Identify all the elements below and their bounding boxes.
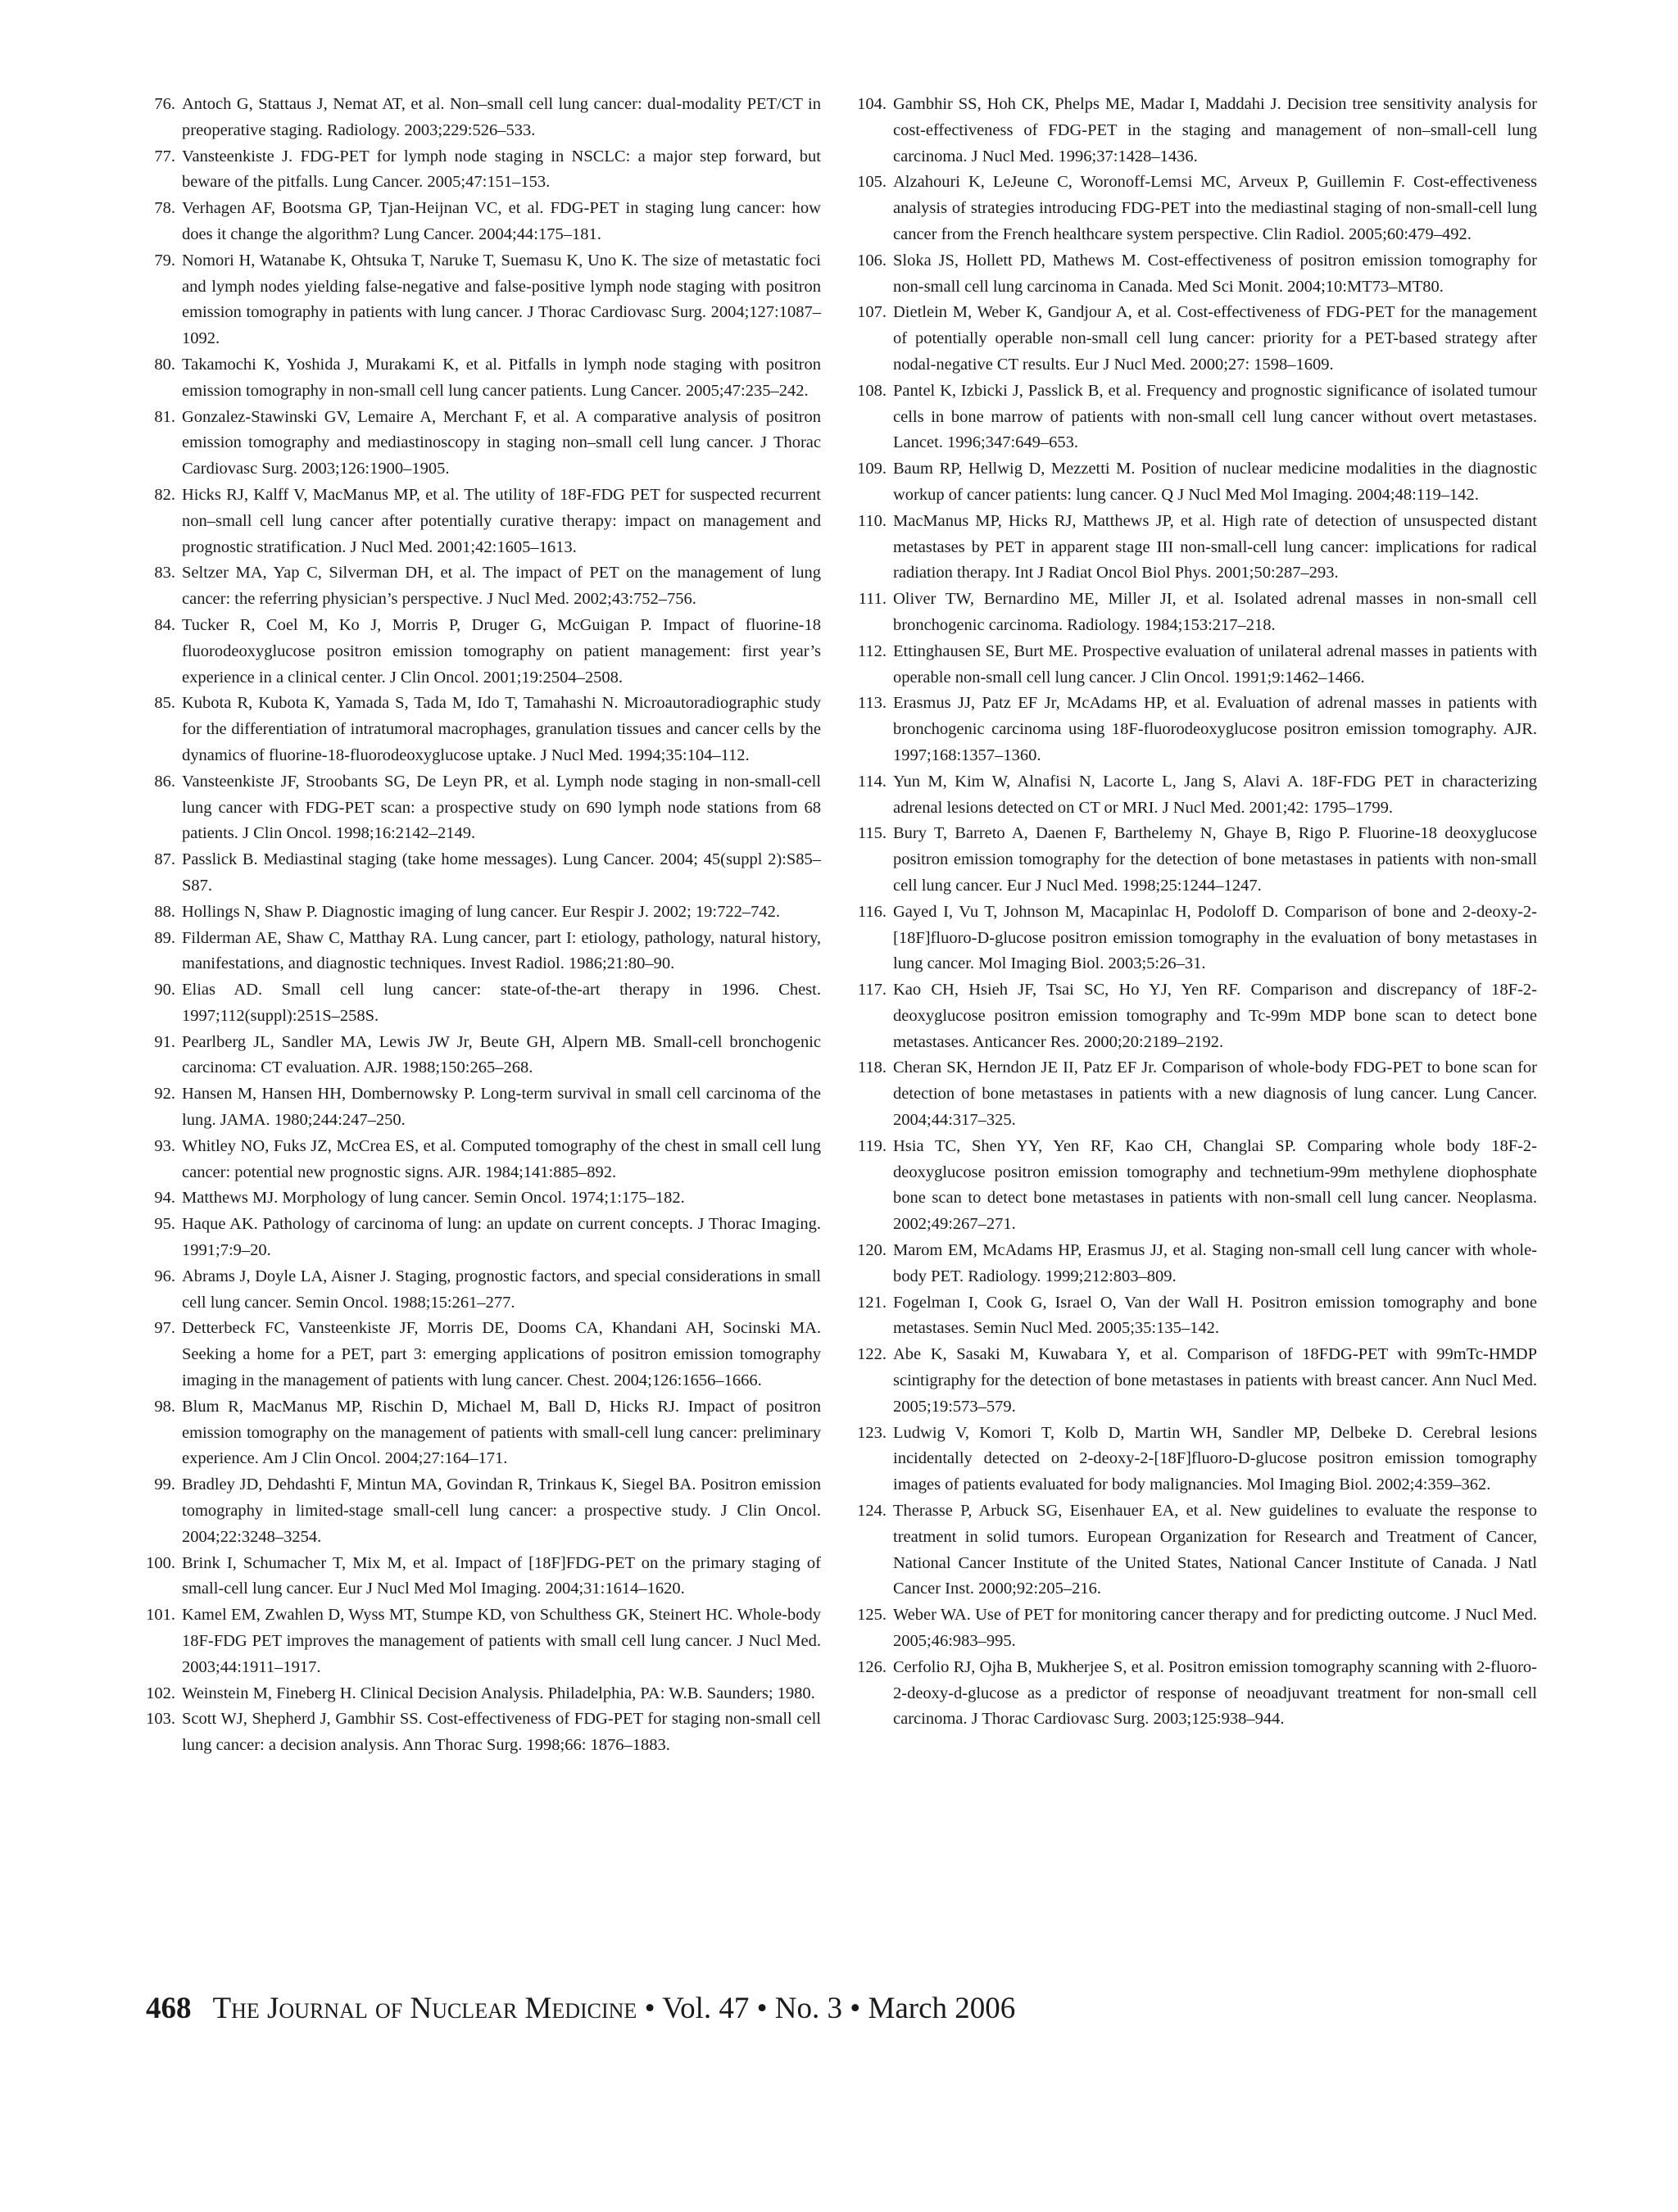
reference-item	[141, 613, 821, 691]
reference-text: Passlick B. Mediastinal staging (take home messages). Lung Cancer. 2004; 45(suppl 2):S85–S87.	[182, 850, 821, 895]
reference-number: 87.	[154, 850, 175, 869]
reference-number: 82.	[154, 485, 175, 504]
reference-number: 84.	[154, 615, 175, 634]
reference-item	[141, 405, 821, 483]
reference-number: 89.	[154, 928, 175, 947]
reference-number: 126.	[857, 1657, 887, 1676]
reference-text: Bury T, Barreto A, Daenen F, Barthelemy N, Ghaye B, Rigo P. Fluorine-18 deoxyglucose positron emission tomography for the detection of bone metastases in patients with non-small cell lung cancer. Eur J Nucl Med. 1998;25:1244–1247.	[893, 824, 1537, 895]
reference-number: 114.	[857, 772, 887, 791]
reference-number: 77.	[154, 147, 175, 165]
reference-number: 102.	[146, 1684, 175, 1702]
reference-number: 118.	[857, 1058, 887, 1077]
reference-text: Filderman AE, Shaw C, Matthay RA. Lung cancer, part I: etiology, pathology, natural history, manifestations, and diagnostic techniques. Invest Radiol. 1986;21:80–90.	[182, 928, 821, 973]
reference-item	[141, 977, 821, 1030]
reference-number: 125.	[857, 1606, 887, 1625]
reference-text: Takamochi K, Yoshida J, Murakami K, et al. Pitfalls in lymph node staging with positron emission tomography in non-small cell lung cancer patients. Lung Cancer. 2005;47:235–242.	[182, 355, 821, 400]
reference-text: Alzahouri K, LeJeune C, Woronoff-Lemsi MC, Arveux P, Guillemin F. Cost-effectiveness analysis of strategies introducing FDG-PET into the mediastinal staging of non-small-cell lung cancer from the French healthcare system perspective. Clin Radiol. 2005;60:479–492.	[893, 173, 1537, 243]
reference-text: Hollings N, Shaw P. Diagnostic imaging of lung cancer. Eur Respir J. 2002; 19:722–742.	[182, 902, 780, 921]
reference-text: Hicks RJ, Kalff V, MacManus MP, et al. The utility of 18F-FDG PET for suspected recurrent non–small cell lung cancer after potentially curative therapy: impact on management and prognostic stratification. J Nucl Med. 2001;42:1605–1613.	[182, 485, 821, 556]
reference-item	[141, 483, 821, 560]
reference-number: 106.	[857, 251, 887, 270]
reference-text: Bradley JD, Dehdashti F, Mintun MA, Govindan R, Trinkaus K, Siegel BA. Positron emission tomography in limited-stage small-cell lung cancer: a prospective study. J Clin Oncol. 2004;22:3248–3254.	[182, 1475, 821, 1546]
reference-item	[141, 196, 821, 248]
reference-number: 97.	[154, 1319, 175, 1338]
reference-item	[852, 456, 1537, 509]
reference-item	[852, 1342, 1537, 1420]
reference-item	[852, 378, 1537, 456]
reference-item	[852, 300, 1537, 378]
reference-item	[141, 1316, 821, 1394]
reference-text: Vansteenkiste JF, Stroobants SG, De Leyn PR, et al. Lymph node staging in non-small-cell lung cancer with FDG-PET scan: a prospective study on 690 lymph node stations from 68 patients. J Clin Oncol. 1998;16:2142–2149.	[182, 772, 821, 843]
reference-text: Cerfolio RJ, Ojha B, Mukherjee S, et al. Positron emission tomography scanning with 2-fluoro-2-deoxy-d-glucose as a predictor of response of neoadjuvant treatment for non-small cell carcinoma. J Thorac Cardiovasc Surg. 2003;125:938–944.	[893, 1657, 1537, 1729]
reference-item	[852, 1602, 1537, 1655]
page-number: 468	[146, 1992, 192, 2025]
reference-text: Ludwig V, Komori T, Kolb D, Martin WH, Sandler MP, Delbeke D. Cerebral lesions incidentally detected on 2-deoxy-2-[18F]fluoro-D-glucose positron emission tomography images of patients evaluated for body malignancies. Mol Imaging Biol. 2002;4:359–362.	[893, 1423, 1537, 1494]
reference-text: Antoch G, Stattaus J, Nemat AT, et al. Non–small cell lung cancer: dual-modality PET/CT in preoperative staging. Radiology. 2003;229:526–533.	[182, 95, 821, 139]
reference-number: 81.	[154, 407, 175, 426]
reference-number: 83.	[154, 564, 175, 582]
reference-number: 88.	[154, 902, 175, 921]
reference-text: Weber WA. Use of PET for monitoring cancer therapy and for predicting outcome. J Nucl Med. 2005;46:983–995.	[893, 1606, 1537, 1651]
reference-number: 115.	[857, 824, 887, 843]
reference-text: Ettinghausen SE, Burt ME. Prospective evaluation of unilateral adrenal masses in patients with operable non-small cell lung cancer. J Clin Oncol. 1991;9:1462–1466.	[893, 641, 1537, 687]
reference-text: Therasse P, Arbuck SG, Eisenhauer EA, et al. New guidelines to evaluate the response to treatment in solid tumors. European Organization for Research and Treatment of Cancer, National Cancer Institute of the United States, National Cancer Institute of Canada. J Natl Cancer Inst. 2000;92:205–216.	[893, 1502, 1537, 1598]
reference-item	[141, 1134, 821, 1186]
reference-item	[141, 1185, 821, 1212]
reference-text: Pearlberg JL, Sandler MA, Lewis JW Jr, Beute GH, Alpern MB. Small-cell bronchogenic carcinoma: CT evaluation. AJR. 1988;150:265–268.	[182, 1032, 821, 1077]
reference-number: 105.	[857, 173, 887, 192]
reference-number: 76.	[154, 95, 175, 113]
reference-text: Gayed I, Vu T, Johnson M, Macapinlac H, Podoloff D. Comparison of bone and 2-deoxy-2-[18F]fluoro-D-glucose positron emission tomography in the evaluation of bony metastases in lung cancer. Mol Imaging Biol. 2003;5:26–31.	[893, 902, 1537, 973]
reference-item	[141, 1264, 821, 1317]
page-footer	[146, 1991, 1015, 2026]
reference-number: 123.	[857, 1423, 887, 1442]
reference-number: 121.	[857, 1293, 887, 1312]
reference-text: Kubota R, Kubota K, Yamada S, Tada M, Ido T, Tamahashi N. Microautoradiographic study for the differentiation of intratumoral macrophages, granulation tissues and cancer cells by the dynamics of fluorine-18-fluorodeoxyglucose uptake. J Nucl Med. 1994;35:104–112.	[182, 694, 821, 764]
reference-number: 104.	[857, 95, 887, 113]
reference-text: Kao CH, Hsieh JF, Tsai SC, Ho YJ, Yen RF. Comparison and discrepancy of 18F-2-deoxyglucose positron emission tomography and Tc-99m MDP bone scan to detect bone metastases. Anticancer Res. 2000;20:2189–2192.	[893, 981, 1537, 1051]
reference-number: 112.	[857, 641, 887, 660]
reference-number: 120.	[857, 1241, 887, 1260]
reference-item	[852, 639, 1537, 691]
reference-text: Abrams J, Doyle LA, Aisner J. Staging, prognostic factors, and special considerations in small cell lung cancer. Semin Oncol. 1988;15:261–277.	[182, 1267, 821, 1312]
reference-number: 111.	[858, 590, 887, 609]
reference-text: Elias AD. Small cell lung cancer: state-of-the-art therapy in 1996. Chest. 1997;112(suppl):251S–258S.	[182, 981, 821, 1025]
reference-number: 94.	[154, 1189, 175, 1208]
reference-item	[141, 1707, 821, 1759]
reference-text: Verhagen AF, Bootsma GP, Tjan-Heijnan VC, et al. FDG-PET in staging lung cancer: how does it change the algorithm? Lung Cancer. 2004;44:175–181.	[182, 199, 821, 243]
reference-number: 122.	[857, 1345, 887, 1364]
reference-item	[852, 92, 1537, 170]
reference-item	[852, 1498, 1537, 1602]
reference-number: 117.	[857, 981, 887, 999]
reference-list-right-column	[852, 92, 1537, 1733]
reference-number: 108.	[857, 381, 887, 400]
reference-text: Scott WJ, Shepherd J, Gambhir SS. Cost-effectiveness of FDG-PET for staging non-small cell lung cancer: a decision analysis. Ann Thorac Surg. 1998;66: 1876–1883.	[182, 1710, 821, 1755]
reference-item	[141, 900, 821, 926]
reference-number: 116.	[857, 902, 887, 921]
reference-text: Hansen M, Hansen HH, Dombernowsky P. Long-term survival in small cell carcinoma of the lung. JAMA. 1980;244:247–250.	[182, 1085, 821, 1130]
reference-item	[141, 1472, 821, 1550]
reference-item	[141, 144, 821, 197]
reference-item	[852, 821, 1537, 899]
reference-text: Oliver TW, Bernardino ME, Miller JI, et al. Isolated adrenal masses in non-small cell bronchogenic carcinoma. Radiology. 1984;153:217–218.	[893, 590, 1537, 634]
reference-item	[141, 92, 821, 144]
reference-text: Brink I, Schumacher T, Mix M, et al. Impact of [18F]FDG-PET on the primary staging of small-cell lung cancer. Eur J Nucl Med Mol Imaging. 2004;31:1614–1620.	[182, 1553, 821, 1598]
reference-text: Detterbeck FC, Vansteenkiste JF, Morris DE, Dooms CA, Khandani AH, Socinski MA. Seeking a home for a PET, part 3: emerging applications of positron emission tomography imaging in the management of patients with lung cancer. Chest. 2004;126:1656–1666.	[182, 1319, 821, 1390]
reference-number: 95.	[154, 1215, 175, 1234]
reference-number: 90.	[154, 981, 175, 999]
reference-item	[852, 1134, 1537, 1238]
reference-item	[141, 560, 821, 613]
reference-list-left-column	[141, 92, 821, 1759]
reference-item	[852, 769, 1537, 822]
reference-text: Fogelman I, Cook G, Israel O, Van der Wall H. Positron emission tomography and bone metastases. Semin Nucl Med. 2005;35:135–142.	[893, 1293, 1537, 1338]
reference-text: Abe K, Sasaki M, Kuwabara Y, et al. Comparison of 18FDG-PET with 99mTc-HMDP scintigraphy for the detection of bone metastases in patients with breast cancer. Ann Nucl Med. 2005;19:573–579.	[893, 1345, 1537, 1416]
reference-item	[141, 1394, 821, 1472]
reference-number: 109.	[857, 460, 887, 478]
reference-text: Hsia TC, Shen YY, Yen RF, Kao CH, Changlai SP. Comparing whole body 18F-2-deoxyglucose positron emission tomography and technetium-99m methylene diophosphate bone scan to detect bone metastases in patients with non-small cell lung cancer. Neoplasma. 2002;49:267–271.	[893, 1136, 1537, 1234]
reference-number: 101.	[146, 1606, 175, 1625]
reference-number: 100.	[146, 1553, 175, 1572]
reference-item	[141, 352, 821, 405]
reference-item	[141, 1602, 821, 1680]
reference-text: Baum RP, Hellwig D, Mezzetti M. Position of nuclear medicine modalities in the diagnostic workup of cancer patients: lung cancer. Q J Nucl Med Mol Imaging. 2004;48:119–142.	[893, 460, 1537, 504]
reference-text: Kamel EM, Zwahlen D, Wyss MT, Stumpe KD, von Schulthess GK, Steinert HC. Whole-body 18F-FDG PET improves the management of patients with small cell lung cancer. J Nucl Med. 2003;44:1911–1917.	[182, 1606, 821, 1676]
reference-item	[852, 977, 1537, 1055]
reference-text: Gonzalez-Stawinski GV, Lemaire A, Merchant F, et al. A comparative analysis of positron emission tomography and mediastinoscopy in staging non–small cell lung cancer. J Thorac Cardiovasc Surg. 2003;126:1900–1905.	[182, 407, 821, 478]
reference-item	[852, 1655, 1537, 1733]
reference-item	[852, 1055, 1537, 1133]
reference-number: 110.	[857, 511, 887, 530]
reference-number: 80.	[154, 355, 175, 374]
reference-number: 113.	[857, 694, 887, 713]
reference-text: Sloka JS, Hollett PD, Mathews M. Cost-effectiveness of positron emission tomography for non-small cell lung carcinoma in Canada. Med Sci Monit. 2004;10:MT73–MT80.	[893, 251, 1537, 296]
reference-number: 93.	[154, 1136, 175, 1155]
reference-text: Tucker R, Coel M, Ko J, Morris P, Druger G, McGuigan P. Impact of fluorine-18 fluorodeoxyglucose positron emission tomography on patient management: first year’s experience in a clinical center. J Clin Oncol. 2001;19:2504–2508.	[182, 615, 821, 687]
reference-text: Haque AK. Pathology of carcinoma of lung: an update on current concepts. J Thorac Imaging. 1991;7:9–20.	[182, 1215, 821, 1260]
reference-text: Seltzer MA, Yap C, Silverman DH, et al. The impact of PET on the management of lung cancer: the referring physician’s perspective. J Nucl Med. 2002;43:752–756.	[182, 564, 821, 609]
reference-item	[141, 1081, 821, 1134]
reference-number: 103.	[146, 1710, 175, 1729]
reference-text: Blum R, MacManus MP, Rischin D, Michael M, Ball D, Hicks RJ. Impact of positron emission tomography on the management of patients with small-cell lung cancer: preliminary experience. Am J Clin Oncol. 2004;27:164–171.	[182, 1397, 821, 1468]
reference-text: Yun M, Kim W, Alnafisi N, Lacorte L, Jang S, Alavi A. 18F-FDG PET in characterizing adrenal lesions detected on CT or MRI. J Nucl Med. 2001;42: 1795–1799.	[893, 772, 1537, 817]
journal-name: The Journal of Nuclear Medicine	[212, 1992, 637, 2025]
reference-text: Matthews MJ. Morphology of lung cancer. Semin Oncol. 1974;1:175–182.	[182, 1189, 685, 1208]
reference-text: Vansteenkiste J. FDG-PET for lymph node staging in NSCLC: a major step forward, but beware of the pitfalls. Lung Cancer. 2005;47:151–153.	[182, 147, 821, 192]
reference-item	[141, 847, 821, 900]
reference-text: Marom EM, McAdams HP, Erasmus JJ, et al. Staging non-small cell lung cancer with whole-body PET. Radiology. 1999;212:803–809.	[893, 1241, 1537, 1285]
reference-number: 92.	[154, 1085, 175, 1104]
reference-item	[141, 926, 821, 978]
reference-item	[852, 1290, 1537, 1343]
reference-number: 91.	[154, 1032, 175, 1051]
reference-item	[141, 691, 821, 768]
reference-text: MacManus MP, Hicks RJ, Matthews JP, et al. High rate of detection of unsuspected distant metastases by PET in apparent stage III non-small-cell lung cancer: implications for radical radiation therapy. Int J Radiat Oncol Biol Phys. 2001;50:287–293.	[893, 511, 1537, 582]
reference-number: 85.	[154, 694, 175, 713]
reference-number: 119.	[857, 1136, 887, 1155]
reference-item	[852, 587, 1537, 639]
reference-item	[141, 248, 821, 352]
reference-item	[852, 691, 1537, 768]
reference-text: Whitley NO, Fuks JZ, McCrea ES, et al. Computed tomography of the chest in small cell lung cancer: potential new prognostic signs. AJR. 1984;141:885–892.	[182, 1136, 821, 1181]
reference-number: 79.	[154, 251, 175, 270]
reference-item	[141, 1212, 821, 1264]
reference-number: 107.	[857, 303, 887, 322]
reference-item	[141, 769, 821, 847]
reference-item	[141, 1681, 821, 1707]
reference-number: 86.	[154, 772, 175, 791]
reference-text: Erasmus JJ, Patz EF Jr, McAdams HP, et al. Evaluation of adrenal masses in patients with bronchogenic carcinoma using 18F-fluorodeoxyglucose positron emission tomography. AJR. 1997;168:1357–1360.	[893, 694, 1537, 764]
reference-text: Pantel K, Izbicki J, Passlick B, et al. Frequency and prognostic significance of isolated tumour cells in bone marrow of patients with non-small cell lung cancer without overt metastases. Lancet. 1996;347:649–653.	[893, 381, 1537, 452]
issue-info: • Vol. 47 • No. 3 • March 2006	[644, 1992, 1016, 2025]
reference-number: 78.	[154, 199, 175, 218]
reference-number: 124.	[857, 1502, 887, 1521]
reference-item	[852, 509, 1537, 587]
reference-item	[852, 248, 1537, 301]
reference-item	[852, 1238, 1537, 1290]
reference-item	[141, 1030, 821, 1082]
reference-text: Dietlein M, Weber K, Gandjour A, et al. Cost-effectiveness of FDG-PET for the management of potentially operable non-small cell lung cancer: priority for a PET-based strategy after nodal-negative CT results. Eur J Nucl Med. 2000;27: 1598–1609.	[893, 303, 1537, 374]
reference-text: Gambhir SS, Hoh CK, Phelps ME, Madar I, Maddahi J. Decision tree sensitivity analysis for cost-effectiveness of FDG-PET in the staging and management of non–small-cell lung carcinoma. J Nucl Med. 1996;37:1428–1436.	[893, 95, 1537, 165]
reference-number: 98.	[154, 1397, 175, 1416]
reference-text: Cheran SK, Herndon JE II, Patz EF Jr. Comparison of whole-body FDG-PET to bone scan for detection of bone metastases in patients with a new diagnosis of lung cancer. Lung Cancer. 2004;44:317–325.	[893, 1058, 1537, 1130]
reference-number: 96.	[154, 1267, 175, 1285]
reference-item	[141, 1551, 821, 1603]
reference-item	[852, 1421, 1537, 1498]
reference-item	[852, 900, 1537, 977]
reference-item	[852, 170, 1537, 247]
reference-number: 99.	[154, 1475, 175, 1494]
reference-text: Weinstein M, Fineberg H. Clinical Decision Analysis. Philadelphia, PA: W.B. Saunders; 1980.	[182, 1684, 815, 1702]
reference-text: Nomori H, Watanabe K, Ohtsuka T, Naruke T, Suemasu K, Uno K. The size of metastatic foci and lymph nodes yielding false-negative and false-positive lymph node staging with positron emission tomography in patients with lung cancer. J Thorac Cardiovasc Surg. 2004;127:1087–1092.	[182, 251, 821, 348]
